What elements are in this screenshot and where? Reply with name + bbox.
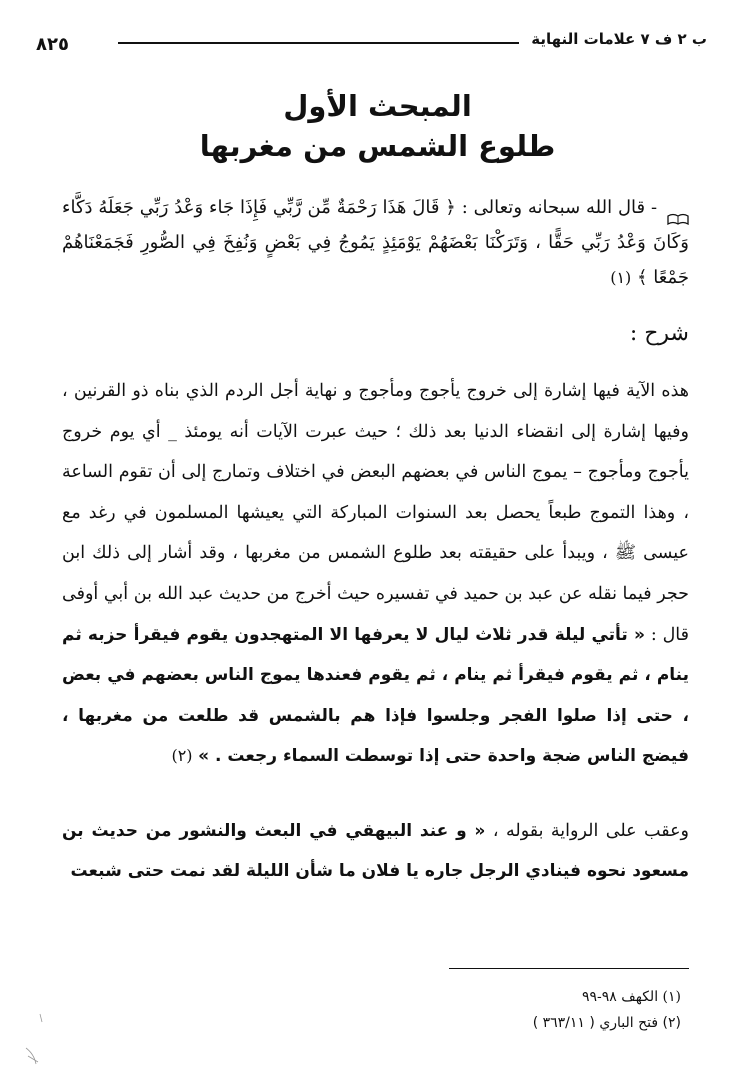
second-paragraph-lead: وعقب على الرواية بقوله ، xyxy=(492,820,689,841)
hadith-quote: « تأتي ليلة قدر ثلاث ليال لا يعرفها الا المتهجدون يقوم فيقرأ حزبه ثم ينام ، ثم يقوم فيقرأ ثم ينام ، ثم يقوم فعندها يموج الناس بعضهم في بعض ، حتى إذا صلوا الفجر وجلسوا فإذا هم بالشمس قد طلعت من مغربها ، فيضج الناس ضجة واحدة حتى إذا توسطت السماء رجعت . » xyxy=(62,624,689,767)
chapter-titles xyxy=(0,86,755,166)
second-paragraph xyxy=(62,811,689,891)
running-head: ب ٢ ف ٧ علامات النهاية xyxy=(531,30,707,48)
commentary-paragraph xyxy=(62,371,689,777)
commentary-text: هذه الآية فيها إشارة إلى خروج يأجوج ومأجوج و نهاية أجل الردم الذي بناه ذو القرنين ، وفيها إشارة إلى انقضاء الدنيا بعد ذلك ؛ حيث عبرت الآيات أنه يومئذ _ أي يوم خروج يأجوج ومأجوج – يموج الناس في بعضهم البعض في اختلاف وتمارج إلى أن تقوم الساعة ، وهذا التموج طبعاً يحصل بعد السنوات المباركة التي يعيشها المسلمون في رغد مع عيسى ﷺ ، ويبدأ على حقيقته بعد طلوع الشمس من مغربها ، وقد أشار إلى ذلك ابن حجر فيما نقله عن عبد بن حميد في تفسيره حيث أخرج من حديث عبد الله بن أبي أوفى قال : xyxy=(62,381,689,645)
verse-intro: - قال الله سبحانه وتعالى : xyxy=(461,197,658,218)
subject-title: طلوع الشمس من مغربها xyxy=(199,129,556,163)
scan-artifact xyxy=(22,1012,62,1068)
page-number: ٨٢٥ xyxy=(36,34,69,55)
footnote-rule xyxy=(449,968,689,969)
sharh-heading: شرح : xyxy=(629,321,689,346)
open-book-icon xyxy=(667,202,689,214)
section-title: المبحث الأول xyxy=(283,89,472,123)
verse-footnote-ref: (١) xyxy=(610,268,632,287)
verse-paragraph xyxy=(62,190,689,295)
page-header xyxy=(36,30,707,58)
footnote-1: (١) الكهف ٩٨-٩٩ xyxy=(581,989,681,1005)
header-rule xyxy=(118,42,519,44)
footnotes xyxy=(533,984,681,1036)
verse-text: ﴿ قَالَ هَذَا رَحْمَةٌ مِّن رَّبِّي فَإِذَا جَاء وَعْدُ رَبِّي جَعَلَهُ دَكَّاء وَكَانَ وَعْدُ رَبِّي حَقًّا ، وَتَرَكْنَا بَعْضَهُمْ يَوْمَئِذٍ يَمُوجُ فِي بَعْضٍ وَنُفِخَ فِي الصُّورِ فَجَمَعْنَاهُمْ جَمْعًا ﴾ xyxy=(62,197,689,288)
hadith-footnote-ref: (٢) xyxy=(171,746,193,766)
footnote-2: (٢) فتح الباري ( ٣٦٣/١١ ) xyxy=(532,1015,681,1031)
bayhaqi-quote: « و عند البيهقي في البعث والنشور من حديث بن مسعود نحوه فينادي الرجل جاره يا فلان ما شأن الليلة لقد نمت حتى شبعت xyxy=(62,820,689,881)
page-body xyxy=(62,190,689,891)
